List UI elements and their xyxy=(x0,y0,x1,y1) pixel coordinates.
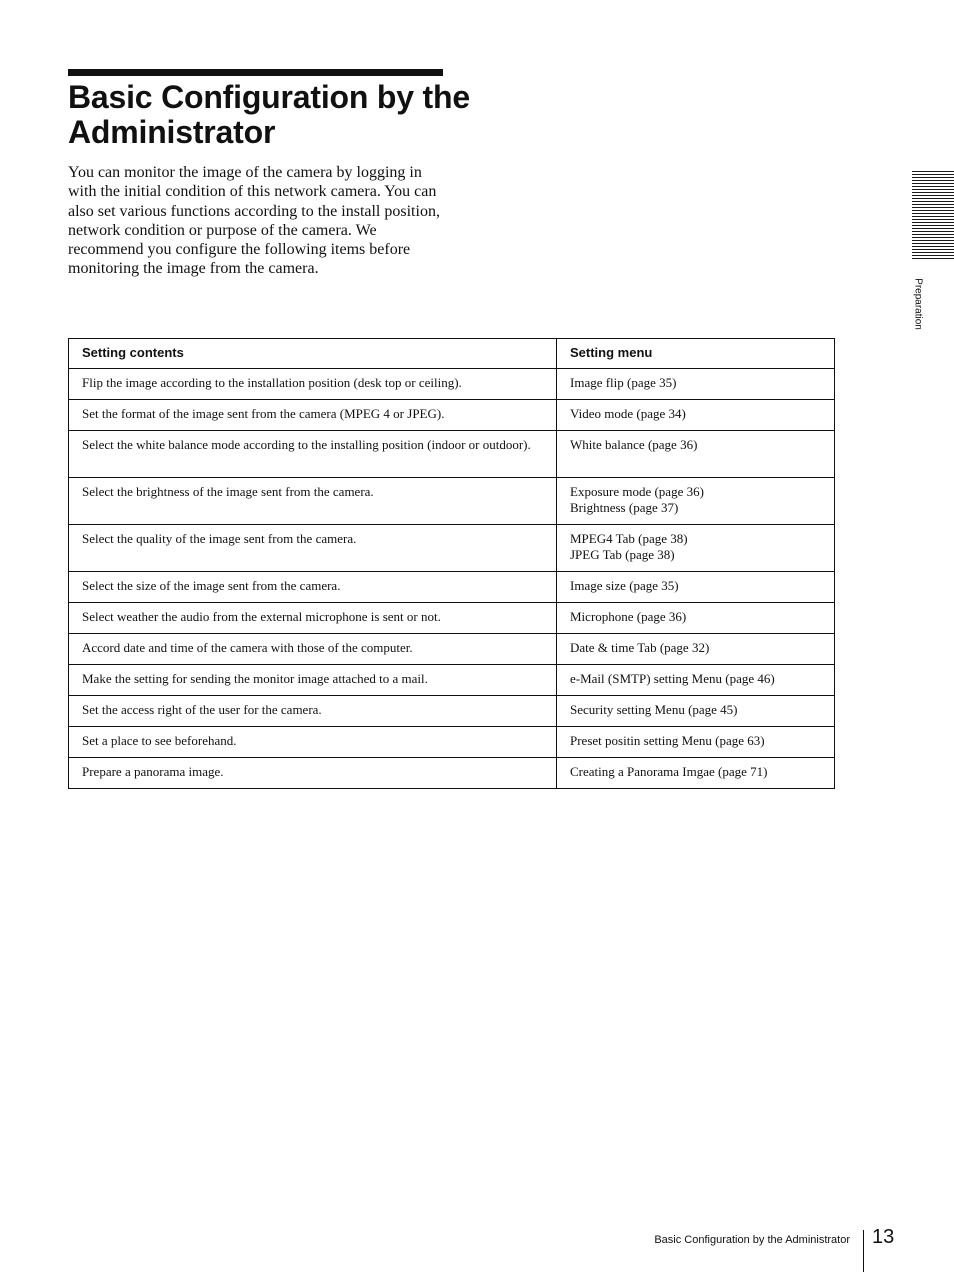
table-row xyxy=(69,369,835,400)
setting-menu-cell xyxy=(557,400,835,431)
footer-section-title: Basic Configuration by the Administrator xyxy=(654,1234,850,1246)
table-row xyxy=(69,478,835,525)
setting-menu-cell xyxy=(557,603,835,634)
setting-contents-cell: Select the size of the image sent from the camera. xyxy=(69,572,557,603)
setting-menu-cell xyxy=(557,727,835,758)
setting-menu-cell xyxy=(557,431,835,478)
footer-divider xyxy=(863,1230,864,1272)
table-row xyxy=(69,525,835,572)
setting-menu-reference: Date & time Tab (page 32) xyxy=(570,640,710,655)
setting-contents-cell: Select the white balance mode according to the installing position (indoor or outdoor). xyxy=(69,431,557,478)
setting-menu-cell xyxy=(557,478,835,525)
setting-contents-cell: Set a place to see beforehand. xyxy=(69,727,557,758)
setting-menu-reference: Image size (page 35) xyxy=(570,578,679,593)
setting-contents-cell: Accord date and time of the camera with those of the computer. xyxy=(69,634,557,665)
setting-contents-cell: Flip the image according to the installation position (desk top or ceiling). xyxy=(69,369,557,400)
setting-menu-reference: Creating a Panorama Imgae (page 71) xyxy=(570,764,768,779)
table-header-row xyxy=(69,339,835,369)
page-number: 13 xyxy=(872,1226,895,1248)
setting-contents-cell: Prepare a panorama image. xyxy=(69,758,557,789)
settings-table xyxy=(68,338,835,789)
setting-menu-reference: Microphone (page 36) xyxy=(570,609,687,624)
setting-menu-reference: e-Mail (SMTP) setting Menu (page 46) xyxy=(570,671,775,686)
setting-contents-cell: Select weather the audio from the external microphone is sent or not. xyxy=(69,603,557,634)
table-row xyxy=(69,727,835,758)
setting-menu-cell xyxy=(557,525,835,572)
title-rule xyxy=(68,69,443,76)
section-tab-marker xyxy=(912,171,954,260)
table-row xyxy=(69,758,835,789)
setting-menu-cell xyxy=(557,369,835,400)
setting-contents-cell: Set the format of the image sent from the camera (MPEG 4 or JPEG). xyxy=(69,400,557,431)
setting-menu-reference: Preset positin setting Menu (page 63) xyxy=(570,733,765,748)
setting-menu-reference: Security setting Menu (page 45) xyxy=(570,702,738,717)
setting-menu-cell xyxy=(557,634,835,665)
column-header-setting-contents: Setting contents xyxy=(69,339,557,369)
setting-menu-reference: Exposure mode (page 36) xyxy=(570,484,704,499)
table-body xyxy=(69,369,835,789)
setting-menu-reference: Video mode (page 34) xyxy=(570,406,686,421)
setting-menu-reference: Brightness (page 37) xyxy=(570,500,679,515)
setting-menu-cell xyxy=(557,696,835,727)
table-row xyxy=(69,431,835,478)
table-row xyxy=(69,634,835,665)
setting-contents-cell: Select the quality of the image sent from the camera. xyxy=(69,525,557,572)
setting-contents-cell: Make the setting for sending the monitor image attached to a mail. xyxy=(69,665,557,696)
setting-menu-reference: White balance (page 36) xyxy=(570,437,698,452)
table-row xyxy=(69,400,835,431)
setting-menu-reference: JPEG Tab (page 38) xyxy=(570,547,675,562)
intro-paragraph: You can monitor the image of the camera by logging in with the initial condition of this network camera. You can also set various functions according to the install position, network condition or purpose of the camera. We recommend you configure the following items before monitoring the image from the camera. xyxy=(68,164,440,278)
setting-menu-cell xyxy=(557,665,835,696)
setting-menu-reference: Image flip (page 35) xyxy=(570,375,677,390)
table-row xyxy=(69,696,835,727)
section-tab-label: Preparation xyxy=(912,278,924,330)
table-row xyxy=(69,665,835,696)
setting-contents-cell: Set the access right of the user for the camera. xyxy=(69,696,557,727)
setting-menu-reference: MPEG4 Tab (page 38) xyxy=(570,531,688,546)
table-row xyxy=(69,603,835,634)
table-row xyxy=(69,572,835,603)
setting-contents-cell: Select the brightness of the image sent from the camera. xyxy=(69,478,557,525)
setting-menu-cell xyxy=(557,758,835,789)
column-header-setting-menu: Setting menu xyxy=(557,339,835,369)
page-title: Basic Configuration by the Administrator xyxy=(68,79,470,150)
setting-menu-cell xyxy=(557,572,835,603)
